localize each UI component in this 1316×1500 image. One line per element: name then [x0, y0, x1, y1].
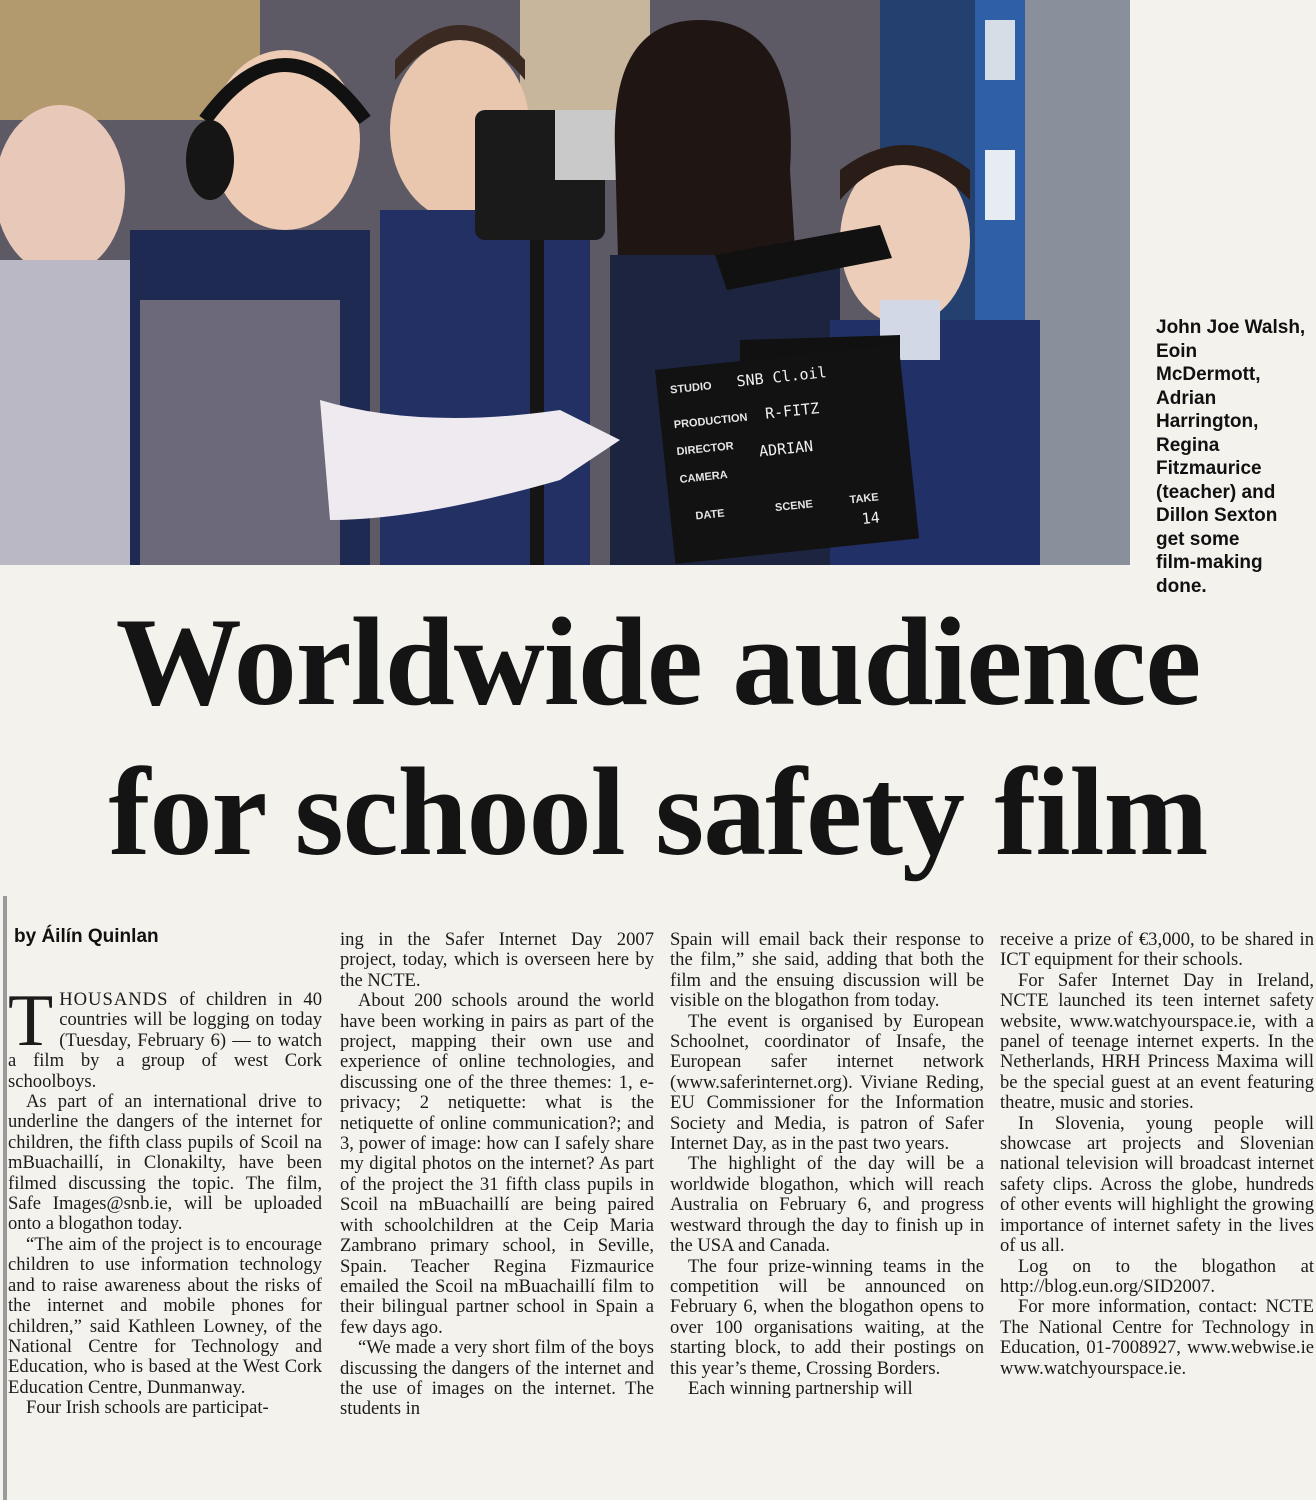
lead-caps: HOUSANDS — [59, 989, 169, 1010]
article-paragraph: “We made a very short film of the boys discussing the dangers of the internet and the use of images on the internet. The students in — [340, 1337, 654, 1420]
article-paragraph — [8, 980, 322, 1092]
headline-line-2: for school safety film — [108, 743, 1208, 882]
clapper-date-label: DATE — [694, 507, 726, 523]
article-paragraph: ing in the Safer Internet Day 2007 project, today, which is overseen here by the NCTE. — [340, 929, 654, 991]
clapper-camera-label: CAMERA — [679, 469, 729, 486]
classroom-photo-illustration — [0, 0, 1130, 565]
article-paragraph: About 200 schools around the world have been working in pairs as part of the project, mapping their own use and experience of online technologies, and discussing one of the three themes: 1, e-privacy; 2 netiquette: what is the netiquette of online communication?; and 3, power of image: how can I safely share my digital photos on the internet? As part of the project the 31 fifth class pupils in Scoil na mBuachaillí are being paired with schoolchildren at the Ceip Maria Zambrano primary school, in Seville, Spain. Teacher Regina Fizmaurice emailed the Scoil na mBuachaillí film to their bilingual partner school in Spain a few days ago. — [340, 990, 654, 1338]
article-paragraph: As part of an international drive to underline the dangers of the internet for children, the fifth class pupils of Scoil na mBuachaillí, in Clonakilty, have been filmed discussing the topic. The film, Safe Images@snb.ie, will be uploaded onto a blogathon today. — [8, 1091, 322, 1235]
clapper-production-label: PRODUCTION — [673, 411, 749, 432]
clapper-scene-label: SCENE — [774, 498, 814, 515]
column-rule — [3, 896, 7, 1500]
article-paragraph: receive a prize of €3,000, to be shared in ICT equipment for their schools. — [1000, 929, 1314, 971]
clapper-studio-value: SNB Cl.oil — [735, 363, 828, 391]
lead-text: of children in 40 countries will be logging on today (Tuesday, February 6) — to watch a film by a group of west Cork schoolboys. — [8, 989, 322, 1092]
news-photo — [0, 0, 1130, 565]
article-paragraph: Four Irish schools are participat- — [26, 1397, 269, 1419]
drop-cap: T — [8, 980, 54, 1062]
clapper-director-label: DIRECTOR — [676, 440, 735, 459]
clapper-take-label: TAKE — [849, 491, 880, 507]
article-paragraph: The event is organised by European Schoolnet, coordinator of Insafe, the European safer internet network (www.saferinternet.org). Viviane Reding, EU Commissioner for the Information Society and Media, is patron of Safer Internet Day, as in the past two years. — [670, 1010, 984, 1155]
article-column-1 — [8, 980, 322, 1419]
clapper-take-value: 14 — [860, 508, 881, 529]
photo-caption: John Joe Walsh, Eoin McDermott, Adrian Harrington, Regina Fitzmaurice (teacher) and Dillon Sexton get some film-making done. — [1156, 317, 1306, 597]
article-paragraph: In Slovenia, young people will showcase art projects and Slovenian national television will broadcast internet safety clips. Across the globe, hundreds of other events will highlight the growing importance of internet safety in the lives of us all. — [1000, 1112, 1314, 1257]
article-paragraph: “The aim of the project is to encourage children to use information technology and to raise awareness about the risks of the internet and mobile phones for children,” said Kathleen Lowney, of the National Centre for Technology and Education, who is based at the West Cork Education Centre, Dunmanway. — [8, 1233, 322, 1398]
clapper-studio-label: STUDIO — [669, 380, 713, 397]
article-paragraph: The highlight of the day will be a worldwide blogathon, which will reach Australia on February 6, and progress westward through the day to finish up in the USA and Canada. — [670, 1153, 984, 1257]
article-column-3 — [670, 930, 984, 1399]
clapper-director-value: ADRIAN — [758, 436, 814, 461]
headline — [0, 588, 1316, 888]
clapper-production-value: R-FITZ — [764, 399, 821, 423]
article-paragraph: Log on to the blogathon at http://blog.eun.org/SID2007. — [1000, 1255, 1314, 1297]
headline-line-1: Worldwide audience — [115, 593, 1201, 732]
article-column-2 — [340, 930, 654, 1420]
byline: by Áilín Quinlan — [14, 926, 159, 947]
article-paragraph: The four prize-winning teams in the competition will be announced on February 6, when the blogathon opens to over 100 organisations waiting, at the starting block, to add their postings on this year’s theme, Crossing Borders. — [670, 1255, 984, 1379]
article-paragraph: Spain will email back their response to the film,” she said, adding that both the film and the ensuing discussion will be visible on the blogathon from today. — [670, 929, 984, 1012]
article-paragraph: Each winning partnership will — [688, 1377, 913, 1399]
article-paragraph: For Safer Internet Day in Ireland, NCTE launched its teen internet safety website, www.watchyourspace.ie, with a panel of teenage internet experts. In the Netherlands, HRH Princess Maxima will be the special guest at an event featuring theatre, music and stories. — [1000, 969, 1314, 1114]
article-column-4 — [1000, 930, 1314, 1379]
article-paragraph: For more information, contact: NCTE The National Centre for Technology in Education, 01-7008927, www.webwise.ie www.watchyourspace.ie. — [1000, 1296, 1314, 1379]
